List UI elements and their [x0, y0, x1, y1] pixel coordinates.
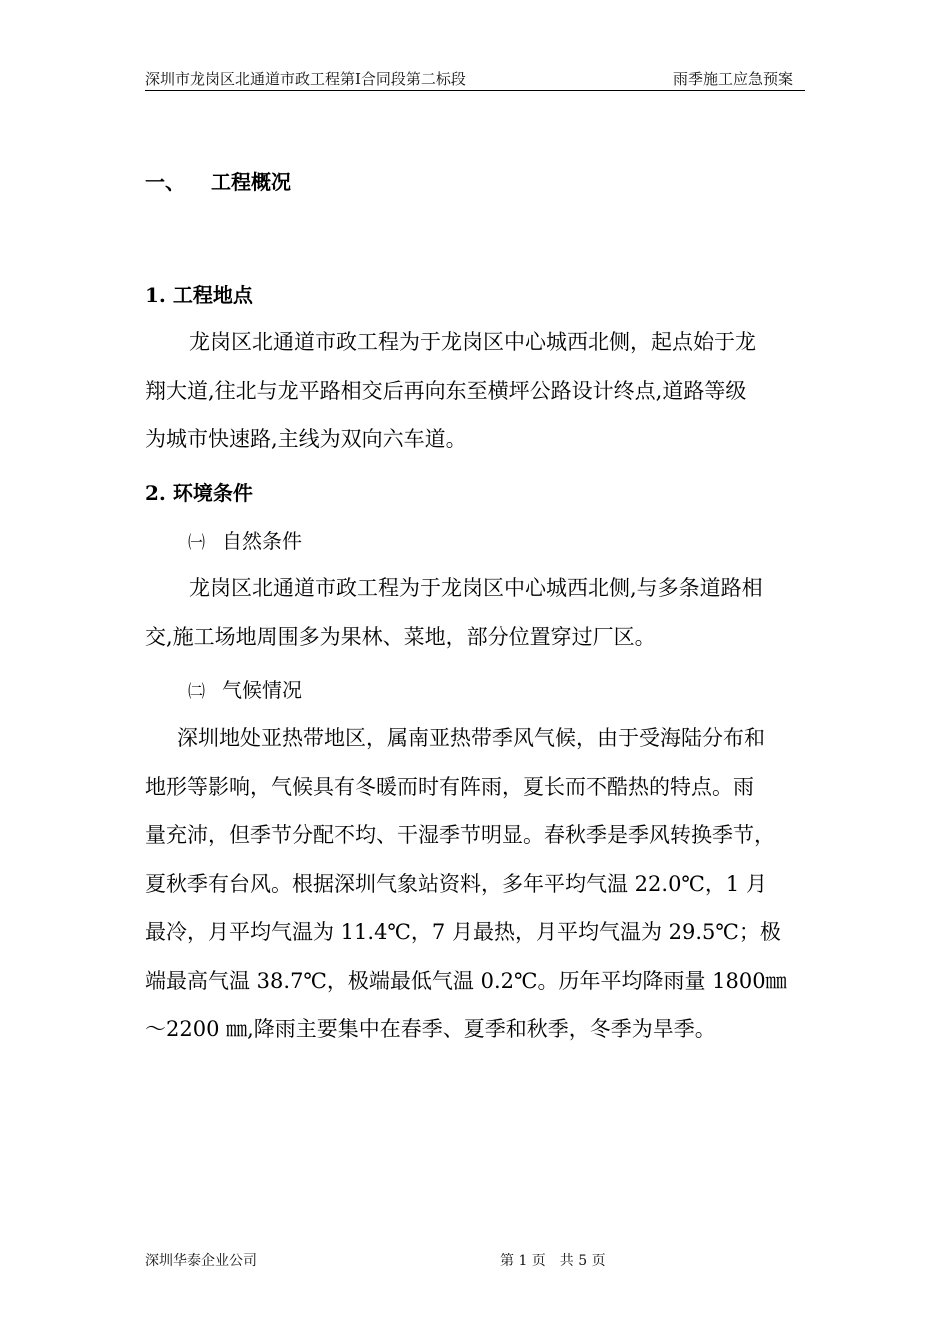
footer-company: 深圳华泰企业公司	[145, 1253, 257, 1269]
climate-heading	[188, 674, 302, 703]
footer-page-number: 第 1 页 共 5 页	[500, 1253, 606, 1269]
paragraph-line: 龙岗区北通道市政工程为于龙岗区中心城西北侧，起点始于龙	[189, 330, 756, 354]
paragraph-line: 端最高气温 38.7℃，极端最低气温 0.2℃。历年平均降雨量 1800㎜	[145, 968, 787, 993]
paragraph-line: 为城市快速路,主线为双向六车道。	[145, 427, 467, 451]
subsection-heading-location: 1. 工程地点	[145, 283, 253, 307]
paragraph-line: 量充沛，但季节分配不均、干湿季节明显。春秋季是季风转换季节，	[145, 823, 775, 847]
climate-marker: ㈡	[188, 682, 205, 702]
subsection-heading-environment: 2. 环境条件	[145, 481, 253, 505]
paragraph-line: ～2200 ㎜,降雨主要集中在春季、夏季和秋季，冬季为旱季。	[145, 1017, 716, 1041]
natural-conditions-marker: ㈠	[188, 533, 205, 553]
paragraph-line: 夏秋季有台风。根据深圳气象站资料，多年平均气温 22.0℃，1 月	[145, 871, 767, 896]
paragraph-line: 地形等影响，气候具有冬暖而时有阵雨，夏长而不酷热的特点。雨	[145, 774, 754, 799]
paragraph-line: 翔大道,往北与龙平路相交后再向东至横坪公路设计终点,道路等级	[145, 378, 747, 403]
paragraph-line: 最冷，月平均气温为 11.4℃，7 月最热，月平均气温为 29.5℃；极	[145, 920, 781, 944]
location-paragraph	[145, 318, 807, 464]
climate-paragraph	[145, 714, 807, 1054]
climate-label: 气候情况	[222, 678, 302, 702]
natural-conditions-label: 自然条件	[222, 529, 302, 553]
paragraph-line: 龙岗区北通道市政工程为于龙岗区中心城西北侧,与多条道路相	[189, 576, 763, 600]
header-project-title: 深圳市龙岗区北通道市政工程第Ⅰ合同段第二标段	[145, 70, 466, 88]
page-header	[145, 66, 805, 91]
section-title: 工程概况	[211, 170, 291, 194]
header-document-title: 雨季施工应急预案	[672, 70, 793, 88]
paragraph-line: 深圳地处亚热带地区，属南亚热带季风气候，由于受海陆分布和	[177, 726, 765, 750]
section-heading	[145, 166, 291, 195]
paragraph-line: 交,施工场地周围多为果林、菜地，部分位置穿过厂区。	[145, 624, 656, 649]
natural-conditions-paragraph	[145, 564, 807, 661]
natural-conditions-heading	[188, 525, 302, 554]
section-number: 一、	[145, 170, 185, 194]
